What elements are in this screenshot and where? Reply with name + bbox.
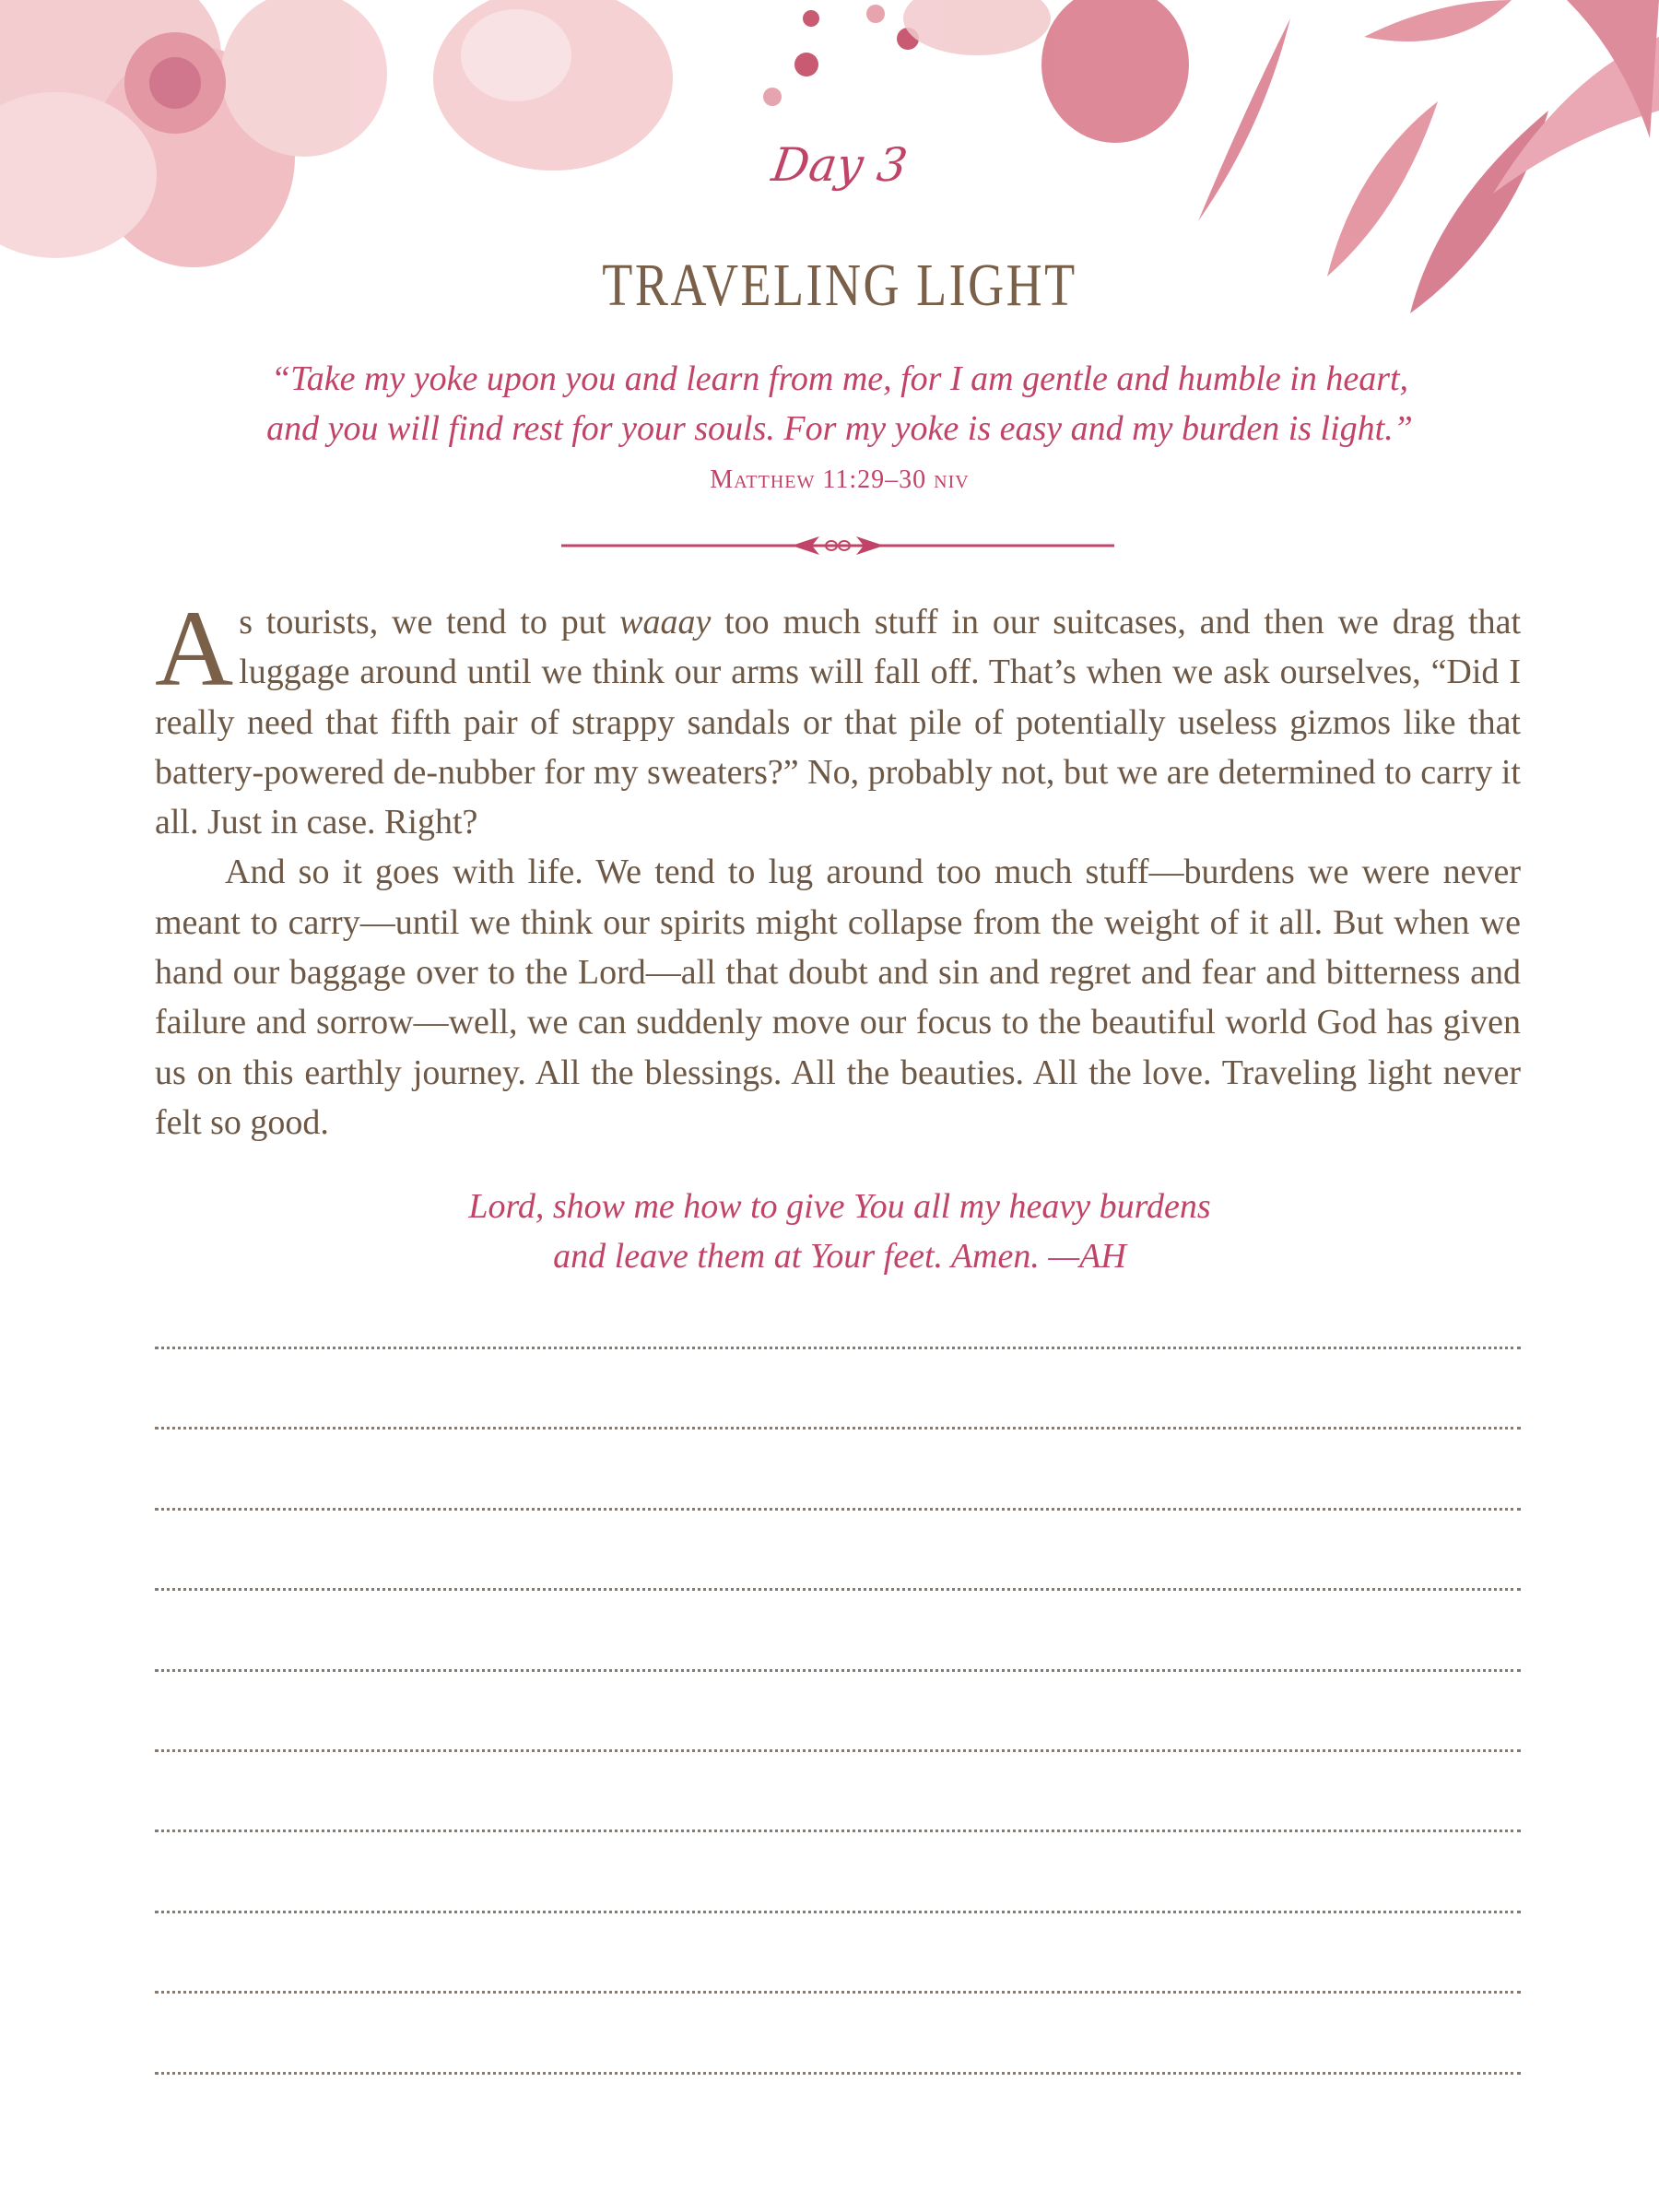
text: too much stuff in our suitcases, and then we drag that luggage around until we think our arms will fall off. That’s when we ask ourselves, “Did I really need that fifth pair of strappy sandals or that pile of potentially useless gizmos like that battery-powered de-nubber for my sweaters?” No, probably not, but we are determined to carry it all. Just in case. Right? [155, 603, 1521, 842]
journal-writing-line[interactable] [155, 1347, 1521, 1349]
journal-writing-line[interactable] [155, 1669, 1521, 1672]
ornamental-divider [561, 535, 1114, 557]
journal-writing-line[interactable] [155, 1749, 1521, 1752]
prayer-line: and leave them at Your feet. Amen. —AH [553, 1237, 1126, 1276]
scripture-line: and you will find rest for your souls. For my yoke is easy and my burden is light.” [266, 409, 1413, 448]
scripture-reference: Matthew 11:29–30 niv [710, 465, 970, 494]
bud-flower [903, 0, 1189, 143]
berries [763, 5, 919, 106]
prayer-line: Lord, show me how to give You all my heavy burdens [468, 1187, 1211, 1226]
text: s tourists, we tend to put [239, 603, 620, 641]
drop-cap: A [155, 588, 234, 709]
journal-writing-line[interactable] [155, 1911, 1521, 1913]
devotional-body [155, 588, 1521, 1147]
prayer [0, 1182, 1659, 1281]
journal-writing-line[interactable] [155, 1588, 1521, 1591]
large-flower-left [0, 0, 387, 267]
scripture-line: “Take my yoke upon you and learn from me, for I am gentle and humble in heart, [270, 359, 1409, 398]
scripture-quote [0, 354, 1659, 453]
paragraph [155, 588, 1521, 847]
journal-writing-line[interactable] [155, 2072, 1521, 2075]
journal-writing-line[interactable] [155, 1427, 1521, 1430]
emphasis: waaay [619, 603, 712, 641]
page-title: TRAVELING LIGHT [602, 252, 1077, 319]
journal-writing-line[interactable] [155, 1991, 1521, 1994]
day-label: Day 3 [768, 138, 911, 192]
paragraph: And so it goes with life. We tend to lug around too much stuff—burdens we were never meant to carry—until we think our spirits might collapse from the weight of it all. But when we hand our baggage over to the Lord—all that doubt and sin and regret and fear and bitterness and failure and sorrow—well, we can suddenly move our focus to the beautiful world God has given us on this earthly journey. All the blessings. All the beauties. All the love. Traveling light never felt so good. [155, 853, 1521, 1142]
journal-writing-line[interactable] [155, 1830, 1521, 1832]
journal-writing-line[interactable] [155, 1508, 1521, 1511]
